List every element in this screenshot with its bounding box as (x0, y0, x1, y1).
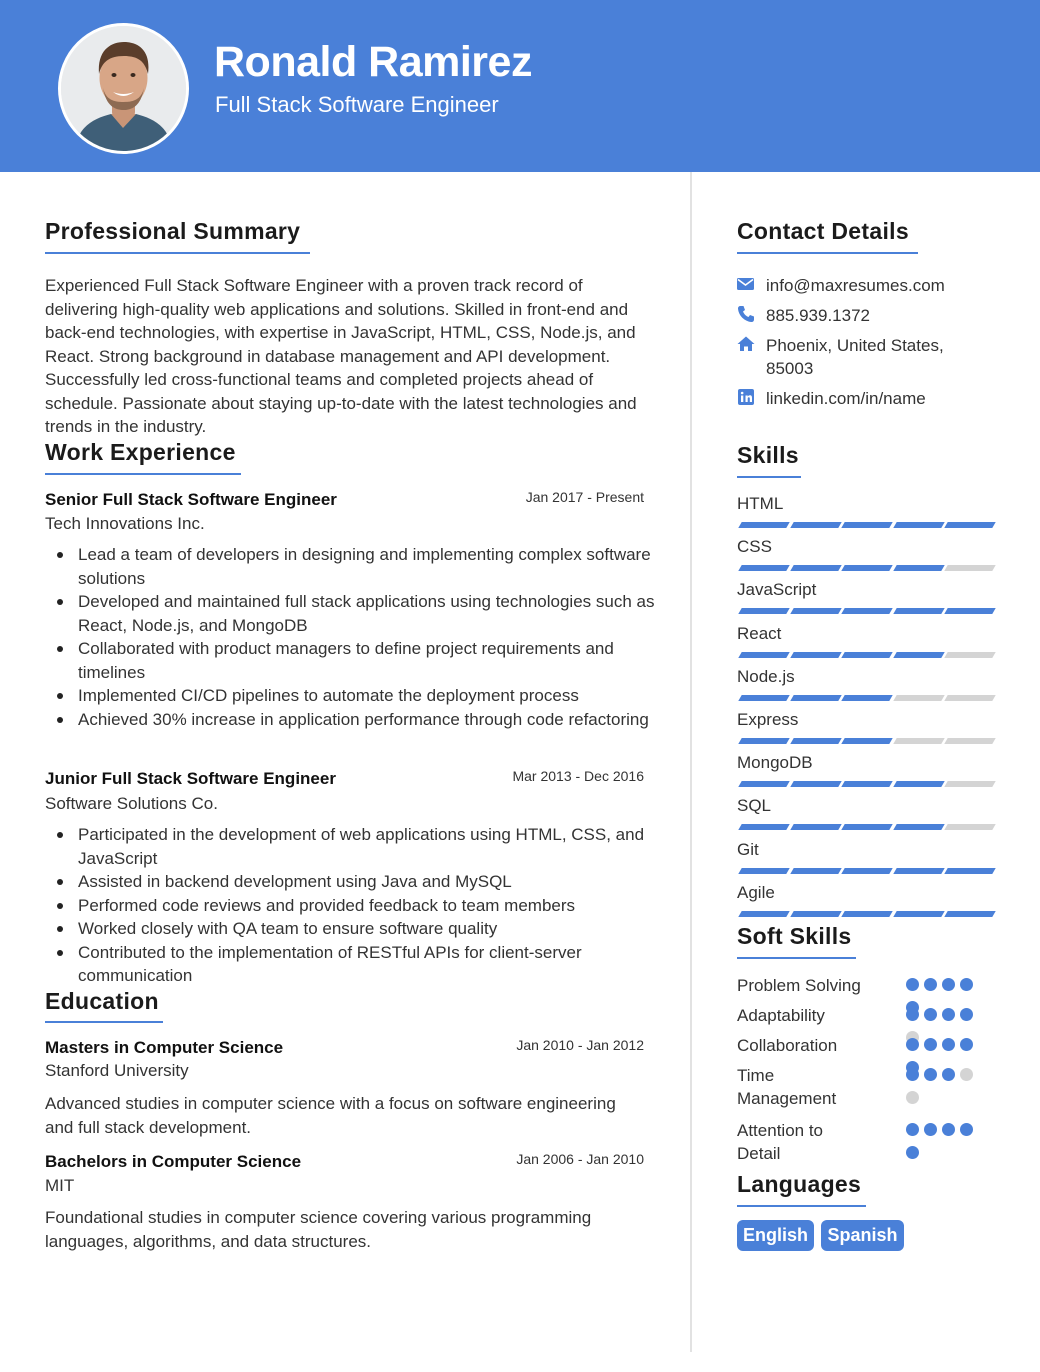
skill-level-segment (893, 565, 944, 571)
job-title: Junior Full Stack Software Engineer (45, 769, 336, 788)
skill-level-segment (944, 911, 995, 917)
skill-level-segment (893, 652, 944, 658)
skill-level-segment (944, 824, 995, 830)
skill-level-segment (790, 868, 841, 874)
skill-level-segment (944, 695, 995, 701)
soft-skill-level-dot (960, 978, 973, 991)
skill-level-segment (738, 565, 789, 571)
skills-heading: Skills (737, 442, 799, 468)
skill-level-segment (841, 652, 892, 658)
degree-title: Masters in Computer Science (45, 1038, 284, 1057)
soft-skill-level-dot (942, 1038, 955, 1051)
skill-level-bar (737, 824, 993, 830)
candidate-title: Full Stack Software Engineer (215, 92, 499, 117)
person-photo-icon (61, 26, 186, 151)
education-dates: Jan 2010 - Jan 2012 (516, 1037, 644, 1053)
summary-heading-underline (45, 252, 310, 254)
skill-level-segment (893, 608, 944, 614)
skill-level-bar (737, 868, 993, 874)
soft-skill-level-dot (906, 1123, 919, 1136)
job-company: Tech Innovations Inc. (45, 514, 205, 533)
skill-name: MongoDB (737, 753, 813, 773)
location-text: Phoenix, United States, 85003 (766, 336, 944, 378)
soft-skill-level-dot (906, 1008, 919, 1021)
phone-text: 885.939.1372 (766, 306, 870, 325)
job-dates: Jan 2017 - Present (525, 489, 644, 505)
skill-level-segment (790, 911, 841, 917)
skill-level-segment (944, 608, 995, 614)
list-item: Implemented CI/CD pipelines to automate the deployment process (45, 684, 655, 708)
skill-level-segment (841, 695, 892, 701)
skill-name: Git (737, 839, 759, 859)
soft-skill-level-dot (960, 1068, 973, 1081)
job-bullets (45, 823, 655, 988)
skill-level-bar (737, 911, 993, 917)
list-item: Collaborated with product managers to define project requirements and timelines (45, 637, 655, 684)
column-divider (690, 172, 692, 1352)
skill-level-bar (737, 608, 993, 614)
soft-skill-level-dot (942, 978, 955, 991)
contact-heading-underline (737, 252, 918, 254)
skill-level-segment (738, 781, 789, 787)
linkedin-text: linkedin.com/in/name (766, 389, 926, 408)
soft-skill-level-dot (906, 1146, 919, 1159)
skill-name: Node.js (737, 666, 795, 686)
skill-level-segment (841, 824, 892, 830)
soft-skill-level-dot (960, 1008, 973, 1021)
soft-skill-level-dot (924, 1008, 937, 1021)
skill-level-segment (893, 781, 944, 787)
job-dates: Mar 2013 - Dec 2016 (512, 768, 644, 784)
education-dates: Jan 2006 - Jan 2010 (516, 1151, 644, 1167)
soft-skill-name: Collaboration (737, 1036, 838, 1055)
experience-heading-underline (45, 473, 241, 475)
skill-level-segment (790, 652, 841, 658)
skill-level-segment (893, 738, 944, 744)
skill-level-segment (841, 565, 892, 571)
skill-level-segment (893, 824, 944, 830)
skill-level-segment (841, 781, 892, 787)
skill-level-bar (737, 781, 993, 787)
skill-name: CSS (737, 537, 772, 557)
list-item: Lead a team of developers in designing and implementing complex software solutions (45, 543, 655, 590)
skill-level-segment (790, 738, 841, 744)
skill-level-bar (737, 565, 993, 571)
job-bullets (45, 543, 655, 731)
skill-level-segment (944, 868, 995, 874)
skill-level-segment (738, 522, 789, 528)
soft-skill-level-dot (906, 1038, 919, 1051)
soft-skill-level-dot (924, 1123, 937, 1136)
skill-level-segment (944, 522, 995, 528)
skill-level-segment (893, 522, 944, 528)
skill-level-segment (790, 695, 841, 701)
skill-name: SQL (737, 796, 772, 816)
skill-level-segment (790, 608, 841, 614)
header-banner (0, 0, 1040, 172)
soft-skill-name: Attention to Detail (737, 1121, 824, 1163)
contact-heading: Contact Details (737, 218, 909, 244)
languages-heading: Languages (737, 1171, 862, 1197)
skill-level-segment (738, 911, 789, 917)
skill-name: Agile (737, 882, 775, 902)
soft-skill-level-dot (942, 1068, 955, 1081)
profile-photo (58, 23, 189, 154)
language-pill: Spanish (821, 1220, 904, 1251)
languages-heading-underline (737, 1205, 866, 1207)
soft-skill-level-dot (960, 1123, 973, 1136)
skill-name: React (737, 623, 782, 643)
language-pill: English (737, 1220, 814, 1251)
degree-title: Bachelors in Computer Science (45, 1152, 302, 1171)
list-item: Assisted in backend development using Java and MySQL (45, 870, 655, 894)
skill-level-bar (737, 652, 993, 658)
list-item: Worked closely with QA team to ensure software quality (45, 917, 655, 941)
skill-level-segment (841, 608, 892, 614)
skill-level-segment (893, 868, 944, 874)
summary-heading: Professional Summary (45, 218, 301, 244)
skill-level-segment (790, 565, 841, 571)
skill-level-segment (944, 738, 995, 744)
list-item: Achieved 30% increase in application performance through code refactoring (45, 708, 655, 732)
school-name: Stanford University (45, 1061, 189, 1080)
skill-level-segment (841, 738, 892, 744)
skill-level-segment (841, 868, 892, 874)
education-heading-underline (45, 1021, 163, 1023)
skill-name: HTML (737, 494, 784, 513)
soft-skills-heading: Soft Skills (737, 923, 852, 949)
email-text: info@maxresumes.com (766, 276, 945, 295)
skill-level-segment (841, 522, 892, 528)
education-description: Advanced studies in computer science with a focus on software engineering and full stack development. (45, 1094, 616, 1137)
skill-level-segment (790, 781, 841, 787)
envelope-icon (737, 275, 755, 293)
soft-skill-name: Adaptability (737, 1006, 825, 1025)
soft-skill-level-dot (924, 978, 937, 991)
soft-skill-name: Time Management (737, 1066, 837, 1108)
soft-skill-level-dot (924, 1038, 937, 1051)
linkedin-icon (737, 388, 755, 406)
skill-level-segment (790, 824, 841, 830)
skill-level-segment (738, 652, 789, 658)
list-item: Contributed to the implementation of RESTful APIs for client-server communication (45, 941, 655, 988)
school-name: MIT (45, 1176, 75, 1195)
skill-level-segment (944, 781, 995, 787)
skill-level-bar (737, 522, 993, 528)
list-item: Performed code reviews and provided feedback to team members (45, 894, 655, 918)
soft-skill-level-dot (942, 1008, 955, 1021)
list-item: Participated in the development of web applications using HTML, CSS, and JavaScript (45, 823, 655, 870)
education-description: Foundational studies in computer science covering various programming languages, algorithms, and data structures. (45, 1208, 592, 1251)
skill-name: Express (737, 710, 799, 729)
skill-level-bar (737, 695, 993, 701)
skill-level-segment (944, 652, 995, 658)
soft-skill-level-dot (906, 1068, 919, 1081)
skill-level-segment (738, 738, 789, 744)
skill-level-segment (738, 608, 789, 614)
skill-level-segment (893, 911, 944, 917)
skill-level-segment (738, 824, 789, 830)
soft-skill-name: Problem Solving (737, 976, 861, 995)
skill-level-bar (737, 738, 993, 744)
job-title: Senior Full Stack Software Engineer (45, 490, 337, 509)
skill-level-segment (893, 695, 944, 701)
education-heading: Education (45, 988, 159, 1014)
soft-skill-level-dot (942, 1123, 955, 1136)
phone-icon (737, 305, 755, 323)
skill-level-segment (738, 695, 789, 701)
list-item: Developed and maintained full stack applications using technologies such as React, Node.js, and MongoDB (45, 590, 655, 637)
skill-level-segment (944, 565, 995, 571)
job-company: Software Solutions Co. (45, 794, 218, 813)
skills-heading-underline (737, 476, 801, 478)
soft-skills-heading-underline (737, 957, 856, 959)
skill-level-segment (738, 868, 789, 874)
skill-name: JavaScript (737, 580, 817, 600)
summary-text: Experienced Full Stack Software Engineer with a proven track record of delivering high-quality web applications and solutions. Skilled in front-end and back-end technologies, with expertise in JavaScript, HTML, CSS, Node.js, and React. Strong background in database management and API development. Successfully led cross-functional teams and completed projects ahead of schedule. Passionate about staying up-to-date with the latest technologies and trends in the industry. (45, 276, 637, 436)
soft-skill-level-dot (906, 1091, 919, 1104)
candidate-name: Ronald Ramirez (214, 38, 532, 86)
home-icon (737, 335, 755, 353)
experience-heading: Work Experience (45, 439, 236, 465)
soft-skill-level-dot (960, 1038, 973, 1051)
skill-level-segment (841, 911, 892, 917)
soft-skill-level-dot (906, 978, 919, 991)
skill-level-segment (790, 522, 841, 528)
soft-skill-level-dot (924, 1068, 937, 1081)
